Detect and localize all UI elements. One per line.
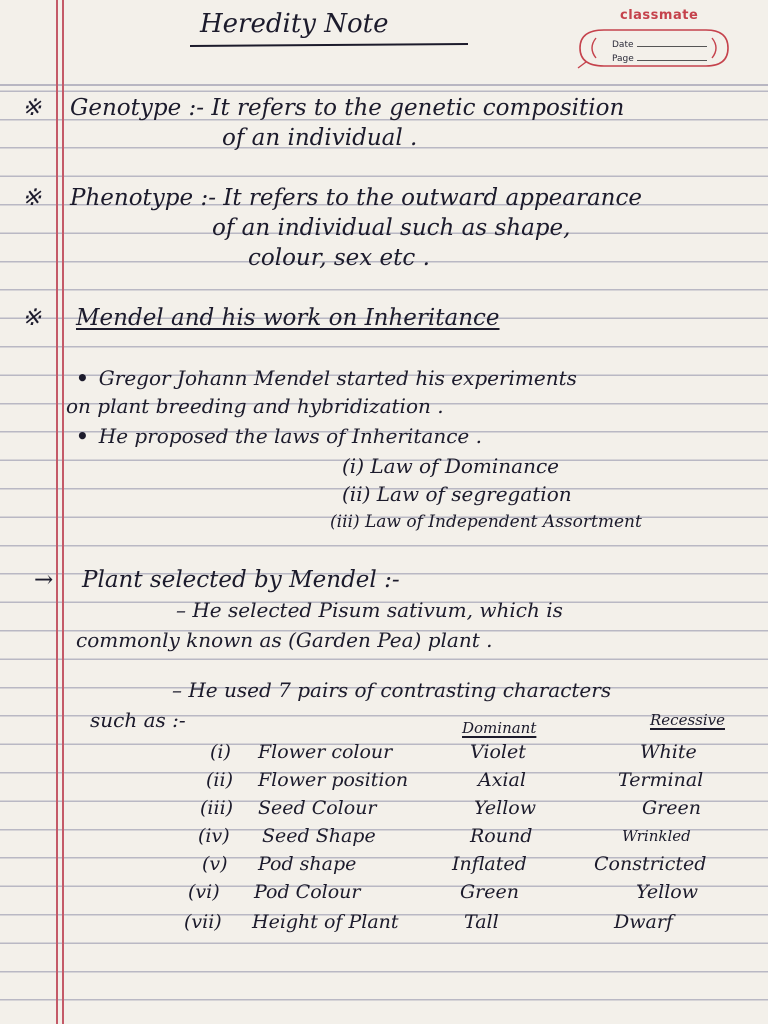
- date-field: [612, 38, 707, 50]
- law-item: (i) Law of Dominance: [342, 454, 560, 478]
- brand-name: classmate: [620, 8, 699, 23]
- trait-numeral: (i): [210, 741, 231, 763]
- trait-name: Seed Shape: [262, 825, 376, 847]
- trait-numeral: (iii): [200, 797, 234, 819]
- trait-name: Pod shape: [258, 853, 357, 875]
- page-title: Heredity Note: [200, 9, 389, 39]
- plant-line-3: – He used 7 pairs of contrasting characters: [172, 678, 612, 702]
- law-item: (ii) Law of segregation: [342, 482, 572, 506]
- trait-name: Height of Plant: [252, 911, 399, 933]
- plant-line-1: – He selected Pisum sativum, which is: [176, 598, 563, 622]
- dominant-column-header: Dominant: [462, 719, 537, 737]
- trait-recessive: Dwarf: [614, 911, 673, 933]
- trait-name: Flower colour: [258, 741, 393, 763]
- trait-recessive: Yellow: [636, 881, 698, 903]
- trait-name: Flower position: [258, 769, 409, 791]
- phenotype-definition-line-3: colour, sex etc .: [248, 245, 430, 271]
- mendel-bullet-1: [76, 364, 577, 392]
- genotype-marker: ※: [22, 95, 42, 121]
- trait-dominant: Green: [460, 881, 519, 903]
- mendel-bullet-2-text: He proposed the laws of Inheritance .: [98, 424, 482, 448]
- bullet-icon: •: [76, 366, 89, 390]
- trait-dominant: Round: [470, 825, 533, 847]
- header-rule: [0, 84, 768, 86]
- trait-recessive: White: [640, 741, 697, 763]
- trait-numeral: (v): [202, 853, 228, 875]
- trait-numeral: (iv): [198, 825, 230, 847]
- plant-line-2: commonly known as (Garden Pea) plant .: [76, 628, 493, 652]
- trait-dominant: Axial: [478, 769, 526, 791]
- law-item: (iii) Law of Independent Assortment: [330, 512, 642, 532]
- margin-line: [62, 0, 64, 1024]
- page-number-label: Page: [612, 54, 634, 64]
- plant-marker: →: [34, 567, 54, 593]
- trait-name: Seed Colour: [258, 797, 377, 819]
- trait-dominant: Tall: [464, 911, 499, 933]
- mendel-bullet-1-continued: on plant breeding and hybridization .: [66, 394, 444, 418]
- trait-recessive: Terminal: [618, 769, 704, 791]
- notebook-brand-block: [566, 6, 742, 76]
- genotype-definition-line-2: of an individual .: [222, 125, 418, 151]
- trait-dominant: Violet: [470, 741, 526, 763]
- trait-dominant: Yellow: [474, 797, 536, 819]
- mendel-heading: Mendel and his work on Inheritance: [76, 305, 500, 331]
- page-field: [612, 52, 707, 64]
- mendel-marker: ※: [22, 305, 42, 331]
- trait-dominant: Inflated: [452, 853, 527, 875]
- trait-numeral: (ii): [206, 769, 233, 791]
- trait-numeral: (vii): [184, 911, 222, 933]
- phenotype-marker: ※: [22, 185, 42, 211]
- genotype-definition-line-1: Genotype :- It refers to the genetic composition: [70, 95, 625, 121]
- margin-line: [56, 0, 58, 1024]
- bullet-icon: •: [76, 424, 89, 448]
- mendel-bullet-1-text: Gregor Johann Mendel started his experiments: [98, 366, 577, 390]
- trait-recessive: Constricted: [594, 853, 707, 875]
- date-label: Date: [612, 40, 634, 50]
- trait-recessive: Wrinkled: [622, 827, 691, 845]
- mendel-bullet-2: [76, 422, 482, 450]
- trait-numeral: (vi): [188, 881, 220, 903]
- recessive-column-header: Recessive: [650, 711, 725, 729]
- phenotype-definition-line-2: of an individual such as shape,: [212, 215, 571, 241]
- phenotype-definition-line-1: Phenotype :- It refers to the outward appearance: [70, 185, 642, 211]
- plant-heading: Plant selected by Mendel :-: [82, 567, 400, 593]
- plant-line-4: such as :-: [90, 708, 186, 732]
- trait-name: Pod Colour: [254, 881, 361, 903]
- trait-recessive: Green: [642, 797, 701, 819]
